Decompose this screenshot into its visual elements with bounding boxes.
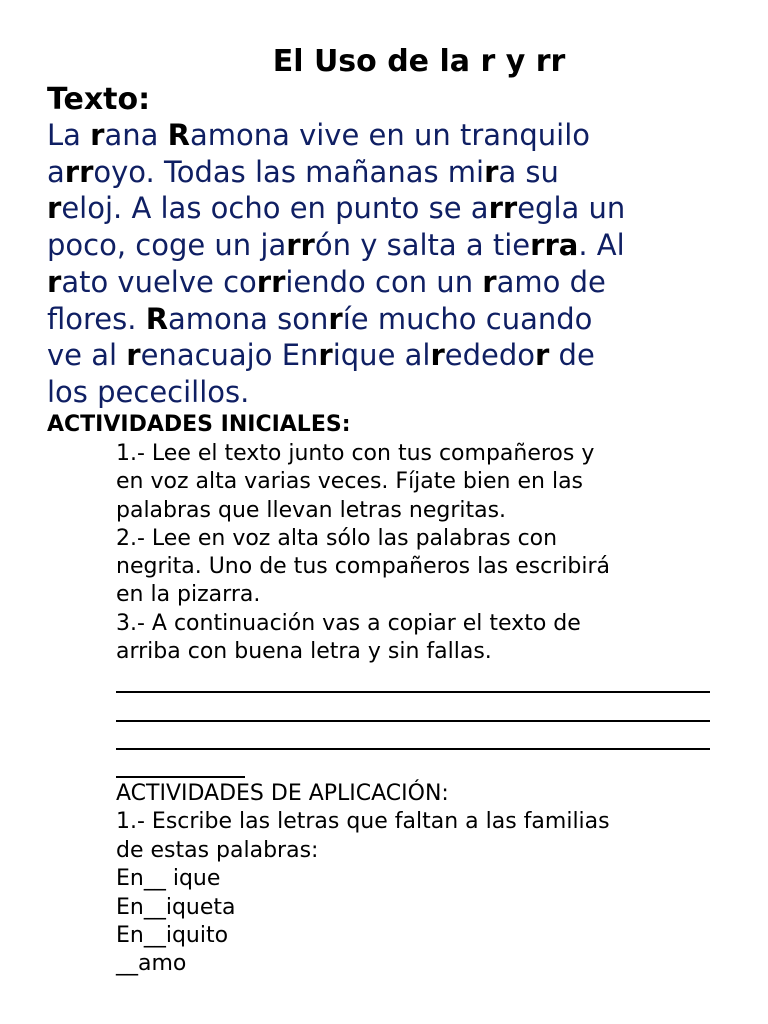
story-line — [47, 264, 747, 301]
story-segment: eloj. A las ocho en punto se a — [61, 191, 489, 226]
word-exercise: En__iquito — [116, 923, 229, 949]
story-segment: ve al — [47, 338, 127, 373]
story-segment: a — [47, 154, 65, 189]
bold-letters: r — [484, 154, 499, 189]
activity-line: palabras que llevan letras negritas. — [116, 497, 507, 523]
bold-letters: R — [167, 118, 190, 152]
bold-letters: rra — [530, 228, 579, 263]
texto-heading: Texto: — [47, 82, 151, 117]
story-segment: los pececillos. — [47, 374, 250, 409]
story-segment: ana — [104, 118, 168, 152]
bold-letters: r — [328, 301, 343, 336]
story-line — [47, 301, 747, 338]
story-segment: iendo con un — [285, 264, 483, 299]
story-segment: a su — [498, 154, 559, 189]
story-segment: ededo — [444, 338, 536, 373]
story-segment: amona vive en un tranquilo — [189, 118, 591, 152]
bold-letters: r — [90, 118, 105, 152]
story-line — [47, 374, 747, 411]
story-segment: La — [47, 118, 91, 152]
bold-letters: r — [535, 338, 550, 373]
story-line — [47, 117, 747, 154]
activity-line: en la pizarra. — [116, 582, 261, 608]
story-line — [47, 227, 747, 264]
activity-line: en voz alta varias veces. Fíjate bien en las — [116, 469, 584, 495]
activity-line: 1.- Lee el texto junto con tus compañeros y — [116, 441, 595, 466]
bold-letters: r — [482, 264, 497, 299]
activity-line: negrita. Uno de tus compañeros las escribirá — [116, 554, 611, 580]
story-segment: amona son — [168, 301, 329, 336]
activity-line: 2.- Lee en voz alta sólo las palabras con — [116, 525, 558, 551]
activity-line: de estas palabras: — [116, 837, 319, 863]
activity-line: 1.- Escribe las letras que faltan a las familias — [116, 809, 610, 835]
writing-line[interactable] — [116, 720, 710, 722]
bold-letters: r — [430, 338, 445, 373]
bold-letters: R — [145, 301, 169, 336]
bold-letters: r — [126, 338, 141, 373]
bold-letters: rr — [64, 154, 94, 189]
word-exercise: En__ ique — [116, 866, 221, 892]
story-segment: ique al — [332, 338, 431, 373]
activity-line: 3.- A continuación vas a copiar el texto de — [116, 610, 581, 636]
bold-letters: r — [318, 338, 333, 373]
actividades-iniciales-list — [116, 440, 736, 666]
story-line — [47, 337, 747, 374]
word-exercise: __amo — [116, 951, 187, 977]
story-segment: poco, coge un ja — [47, 228, 287, 263]
actividades-iniciales-heading: ACTIVIDADES INICIALES: — [47, 412, 351, 437]
story-segment: ato vuelve co — [61, 264, 257, 299]
word-exercise: En__iqueta — [116, 894, 236, 920]
bold-letters: rr — [286, 228, 315, 263]
actividades-aplicacion-heading: ACTIVIDADES DE APLICACIÓN: — [116, 781, 449, 806]
bold-letters: r — [47, 191, 62, 226]
story-segment: flores. — [47, 301, 146, 336]
story-segment: íe mucho cuando — [342, 301, 593, 336]
actividades-aplicacion — [116, 780, 736, 979]
bold-letters: rr — [256, 264, 286, 299]
writing-line[interactable] — [116, 748, 710, 750]
story-segment: enacuajo En — [140, 338, 319, 373]
bold-letters: r — [47, 264, 62, 299]
story-text — [47, 117, 747, 411]
bold-letters: rr — [488, 191, 518, 226]
story-line — [47, 154, 747, 191]
writing-line[interactable] — [116, 776, 245, 778]
story-segment: egla un — [517, 191, 626, 226]
page-title: El Uso de la r y rr — [272, 44, 566, 79]
story-segment: ón y salta a tie — [314, 228, 531, 263]
story-segment: amo de — [496, 264, 606, 299]
story-segment: oyo. Todas las mañanas mi — [93, 154, 485, 189]
story-segment: . Al — [578, 228, 625, 263]
story-line — [47, 190, 747, 227]
writing-line[interactable] — [116, 691, 710, 693]
story-segment: de — [549, 338, 595, 373]
activity-line: arriba con buena letra y sin fallas. — [116, 639, 492, 665]
